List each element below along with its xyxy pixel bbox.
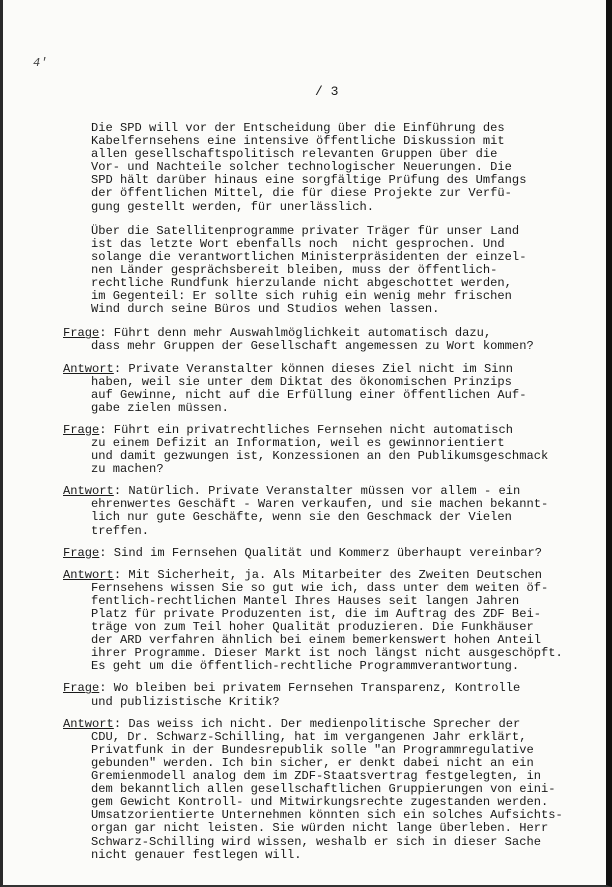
text-line: im Gegenteil: Er sollte sich ruhig ein wenig mehr frischen [91,289,512,304]
text-line: Fernsehens wissen Sie so gut wie ich, dass unter dem weiten öf- [91,580,549,595]
text-line: Kabelfernsehens eine intensive öffentliche Diskussion mit [91,134,505,149]
text-line: Wind durch seine Büros und Studios wehen lassen. [91,302,440,317]
text-line: solange die verantwortlichen Ministerpräsidenten der einzel- [91,249,527,264]
text-line: ist das letzte Wort ebenfalls noch nicht gesprochen. Und [91,236,505,251]
document-body [63,122,583,871]
corner-mark: 4' [33,56,48,70]
text-line: nen Länder gesprächsbereit bleiben, muss der öffentlich- [91,262,498,277]
speaker-label: Frage [63,681,100,696]
page-number: / 3 [315,84,339,99]
text-line: und damit gezwungen ist, Konzessionen an den Publikumsgeschmack [91,449,549,464]
exchange-text: : Private Veranstalter können dieses Ziel nicht im Sinn [113,361,513,376]
exchange-first-line [63,718,583,731]
question-block [63,682,583,708]
intro-paragraphs [63,122,583,316]
speaker-label: Antwort [63,361,114,376]
text-line: Gremienmodell analog dem im ZDF-Staatsvertrag festgelegten, in [91,769,541,784]
text-line: rechtliche Rundfunk hierzulande nicht abgeschottet werden, [91,276,512,291]
speaker-label: Antwort [63,567,114,582]
interview-exchanges [63,327,583,861]
text-line: lich nur gute Geschäfte, wenn sie den Geschmack der Vielen [91,510,512,525]
exchange-text: : Wo bleiben bei privatem Fernsehen Transparenz, Kontrolle [99,681,521,696]
exchange-text: : Führt ein privatrechtliches Fernsehen nicht automatisch [99,422,513,437]
exchange-first-line [63,363,583,376]
speaker-label: Frage [63,422,100,437]
question-block [63,547,583,560]
speaker-label: Frage [63,545,100,560]
exchange-text: : Das weiss ich nicht. Der medienpolitische Sprecher der [113,716,521,731]
text-line: der ARD verfahren ähnlich bei einem bemerkenswert hohen Anteil [91,633,541,648]
text-line: zu machen? [91,462,164,477]
text-line: der öffentlichen Mittel, die für diese Projekte zur Verfü- [91,186,512,201]
text-line: fentlich-rechtlichen Mantel Ihres Hauses seit langen Jahren [91,593,520,608]
text-line: Die SPD will vor der Entscheidung über die Einführung des [91,121,505,135]
text-line: und publizistische Kritik? [91,694,280,709]
text-line: SPD hält darüber hinaus eine sorgfältige Prüfung des Umfangs [91,173,527,188]
exchange-text: : Führt denn mehr Auswahlmöglichkeit automatisch dazu, [99,326,492,341]
text-line: Schwarz-Schilling wird wissen, weshalb er sich in dieser Sache [91,834,541,849]
text-line: Es geht um die öffentlich-rechtliche Programmverantwortung. [91,659,520,674]
speaker-label: Antwort [63,716,114,731]
text-line: zu einem Defizit an Information, weil es gewinnorientiert [91,435,505,450]
exchange-first-line [63,424,583,437]
question-block [63,327,583,353]
answer-block [63,718,583,862]
exchange-text: : Mit Sicherheit, ja. Als Mitarbeiter des Zweiten Deutschen [113,567,543,582]
text-line: Über die Satellitenprogramme privater Träger für unser Land [91,223,520,238]
text-line: haben, weil sie unter dem Diktat des ökonomischen Prinzips [91,374,512,389]
exchange-text: : Natürlich. Private Veranstalter müssen vor allem - ein [113,484,521,499]
text-line: gung gestellt werden, für unerlässlich. [91,199,375,214]
text-line: Umsatzorientierte Unternehmen könnten sich ein solches Aufsichts- [91,808,563,823]
text-line: dass mehr Gruppen der Gesellschaft angemessen zu Wort kommen? [91,339,534,354]
text-line: gebunden" werden. Ich bin sicher, er denkt dabei nicht an ein [91,755,534,770]
text-line: ehrenwertes Geschäft - Waren verkaufen, und sie machen bekannt- [91,497,549,512]
question-block [63,424,583,476]
text-line: organ gar nicht leisten. Sie würden nicht lange überleben. Herr [91,821,549,836]
text-line: Privatfunk in der Bundesrepublik solle "an Programmregulative [91,742,534,757]
exchange-text: : Sind im Fernsehen Qualität und Kommerz überhaupt vereinbar? [99,545,543,560]
answer-block [63,569,583,674]
text-line: gabe zielen müssen. [91,400,229,415]
text-line: CDU, Dr. Schwarz-Schilling, hat im vergangenen Jahr erklärt, [91,729,527,744]
speaker-label: Antwort [63,484,114,499]
answer-block [63,363,583,415]
text-line: allen gesellschaftspolitisch relevanten Gruppen über die [91,147,498,162]
text-line: Platz für private Produzenten ist, die im Auftrag des ZDF Bei- [91,607,541,621]
text-line: dem bekanntlich allen gesellschaftlichen Gruppierungen von eini- [91,782,556,797]
paragraph [91,225,583,317]
exchange-first-line [63,682,583,695]
text-line: nicht genauer festlegen will. [91,847,302,862]
answer-block [63,485,583,537]
text-line: gem Gewicht Kontroll- und Mitwirkungsrechte zugestanden werden. [91,795,549,810]
text-line: ihrer Programme. Dieser Markt ist noch längst nicht ausgeschöpft. [91,646,563,661]
exchange-first-line [63,547,583,560]
exchange-first-line [63,569,583,582]
text-line: träge von zum Teil hoher Qualität produzieren. Die Funkhäuser [91,620,534,635]
text-line: auf Gewinne, nicht auf die Erfüllung einer öffentlichen Auf- [91,387,527,402]
text-line: treffen. [91,523,150,538]
paragraph [91,122,583,214]
speaker-label: Frage [63,326,100,341]
text-line: Vor- und Nachteile solcher technologischer Neuerungen. Die [91,160,512,175]
